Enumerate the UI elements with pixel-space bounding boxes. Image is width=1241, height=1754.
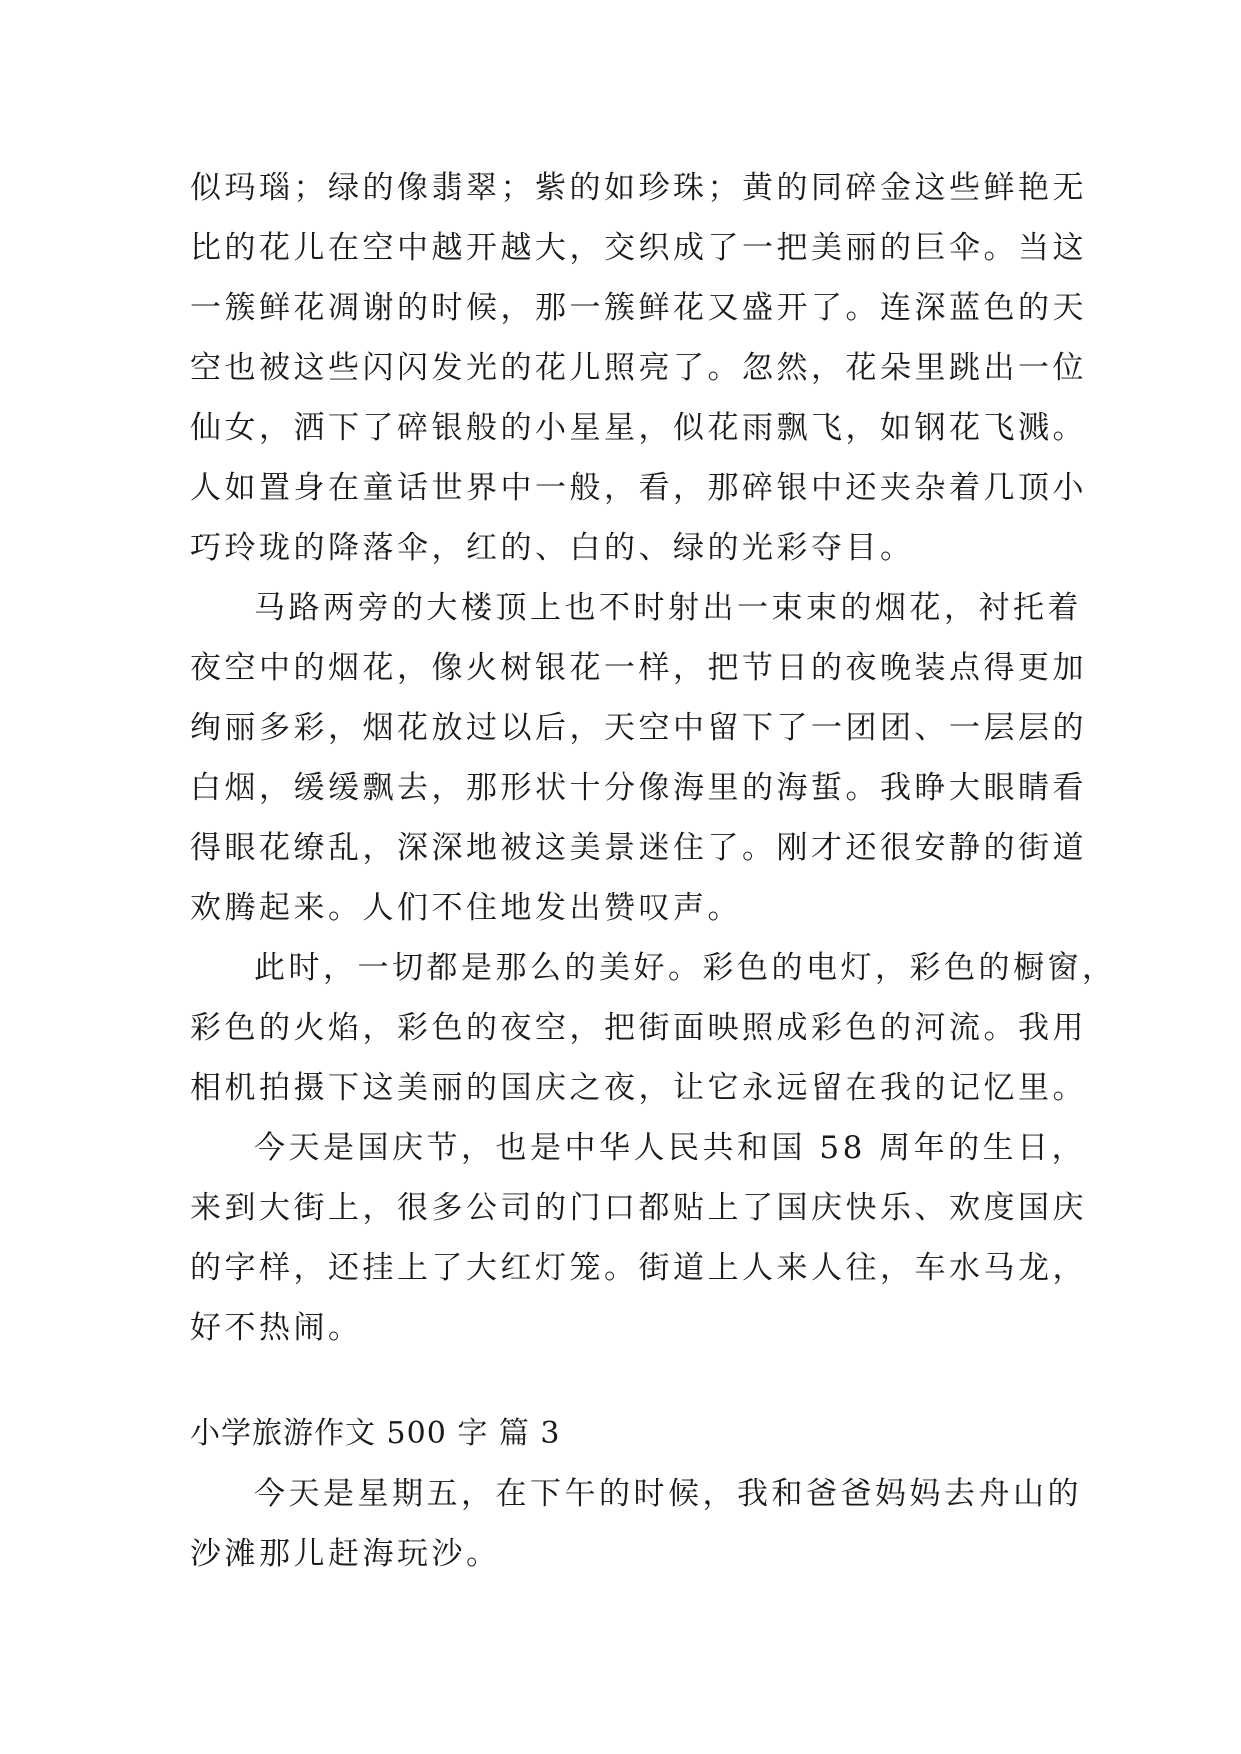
text-line: 绚丽多彩，烟花放过以后，天空中留下了一团团、一层层的 bbox=[190, 710, 1087, 746]
text-line: 今天是国庆节，也是中华人民共和国 58 周年的生日， bbox=[254, 1130, 1087, 1166]
section-title: 小学旅游作文 500 字 篇 3 bbox=[190, 1416, 561, 1451]
text-line: 彩色的火焰，彩色的夜空，把街面映照成彩色的河流。我用 bbox=[190, 1010, 1087, 1046]
text-line: 今天是星期五，在下午的时候，我和爸爸妈妈去舟山的 bbox=[254, 1476, 1082, 1512]
text-line: 马路两旁的大楼顶上也不时射出一束束的烟花，衬托着 bbox=[254, 590, 1082, 626]
text-line: 一簇鲜花凋谢的时候，那一簇鲜花又盛开了。连深蓝色的天 bbox=[190, 290, 1087, 326]
text-line: 的字样，还挂上了大红灯笼。街道上人来人往，车水马龙， bbox=[190, 1250, 1087, 1286]
text-line: 人如置身在童话世界中一般，看，那碎银中还夹杂着几顶小 bbox=[190, 470, 1087, 506]
text-line: 相机拍摄下这美丽的国庆之夜，让它永远留在我的记忆里。 bbox=[190, 1070, 1087, 1106]
text-line: 夜空中的烟花，像火树银花一样，把节日的夜晚装点得更加 bbox=[190, 650, 1087, 686]
text-line: 空也被这些闪闪发光的花儿照亮了。忽然，花朵里跳出一位 bbox=[190, 350, 1087, 386]
text-line: 巧玲珑的降落伞，红的、白的、绿的光彩夺目。 bbox=[190, 530, 915, 566]
paragraph-4 bbox=[190, 1118, 1087, 1358]
paragraph-5 bbox=[190, 1464, 1082, 1584]
text-line: 沙滩那儿赶海玩沙。 bbox=[190, 1536, 501, 1572]
text-line: 得眼花缭乱，深深地被这美景迷住了。刚才还很安静的街道 bbox=[190, 830, 1087, 866]
text-line: 比的花儿在空中越开越大，交织成了一把美丽的巨伞。当这 bbox=[190, 230, 1087, 266]
text-line: 仙女，洒下了碎银般的小星星，似花雨飘飞，如钢花飞溅。 bbox=[190, 410, 1087, 446]
paragraph-3 bbox=[190, 938, 1117, 1118]
text-line: 似玛瑙；绿的像翡翠；紫的如珍珠；黄的同碎金这些鲜艳无 bbox=[190, 170, 1087, 206]
document-body bbox=[190, 158, 1117, 1584]
text-line: 白烟，缓缓飘去，那形状十分像海里的海蜇。我睁大眼睛看 bbox=[190, 770, 1087, 806]
paragraph-2 bbox=[190, 578, 1087, 938]
text-line: 此时，一切都是那么的美好。彩色的电灯，彩色的橱窗， bbox=[254, 950, 1117, 986]
paragraph-1 bbox=[190, 158, 1087, 578]
text-line: 来到大街上，很多公司的门口都贴上了国庆快乐、欢度国庆 bbox=[190, 1190, 1087, 1226]
text-line: 欢腾起来。人们不住地发出赞叹声。 bbox=[190, 890, 742, 926]
text-line: 好不热闹。 bbox=[190, 1310, 363, 1346]
